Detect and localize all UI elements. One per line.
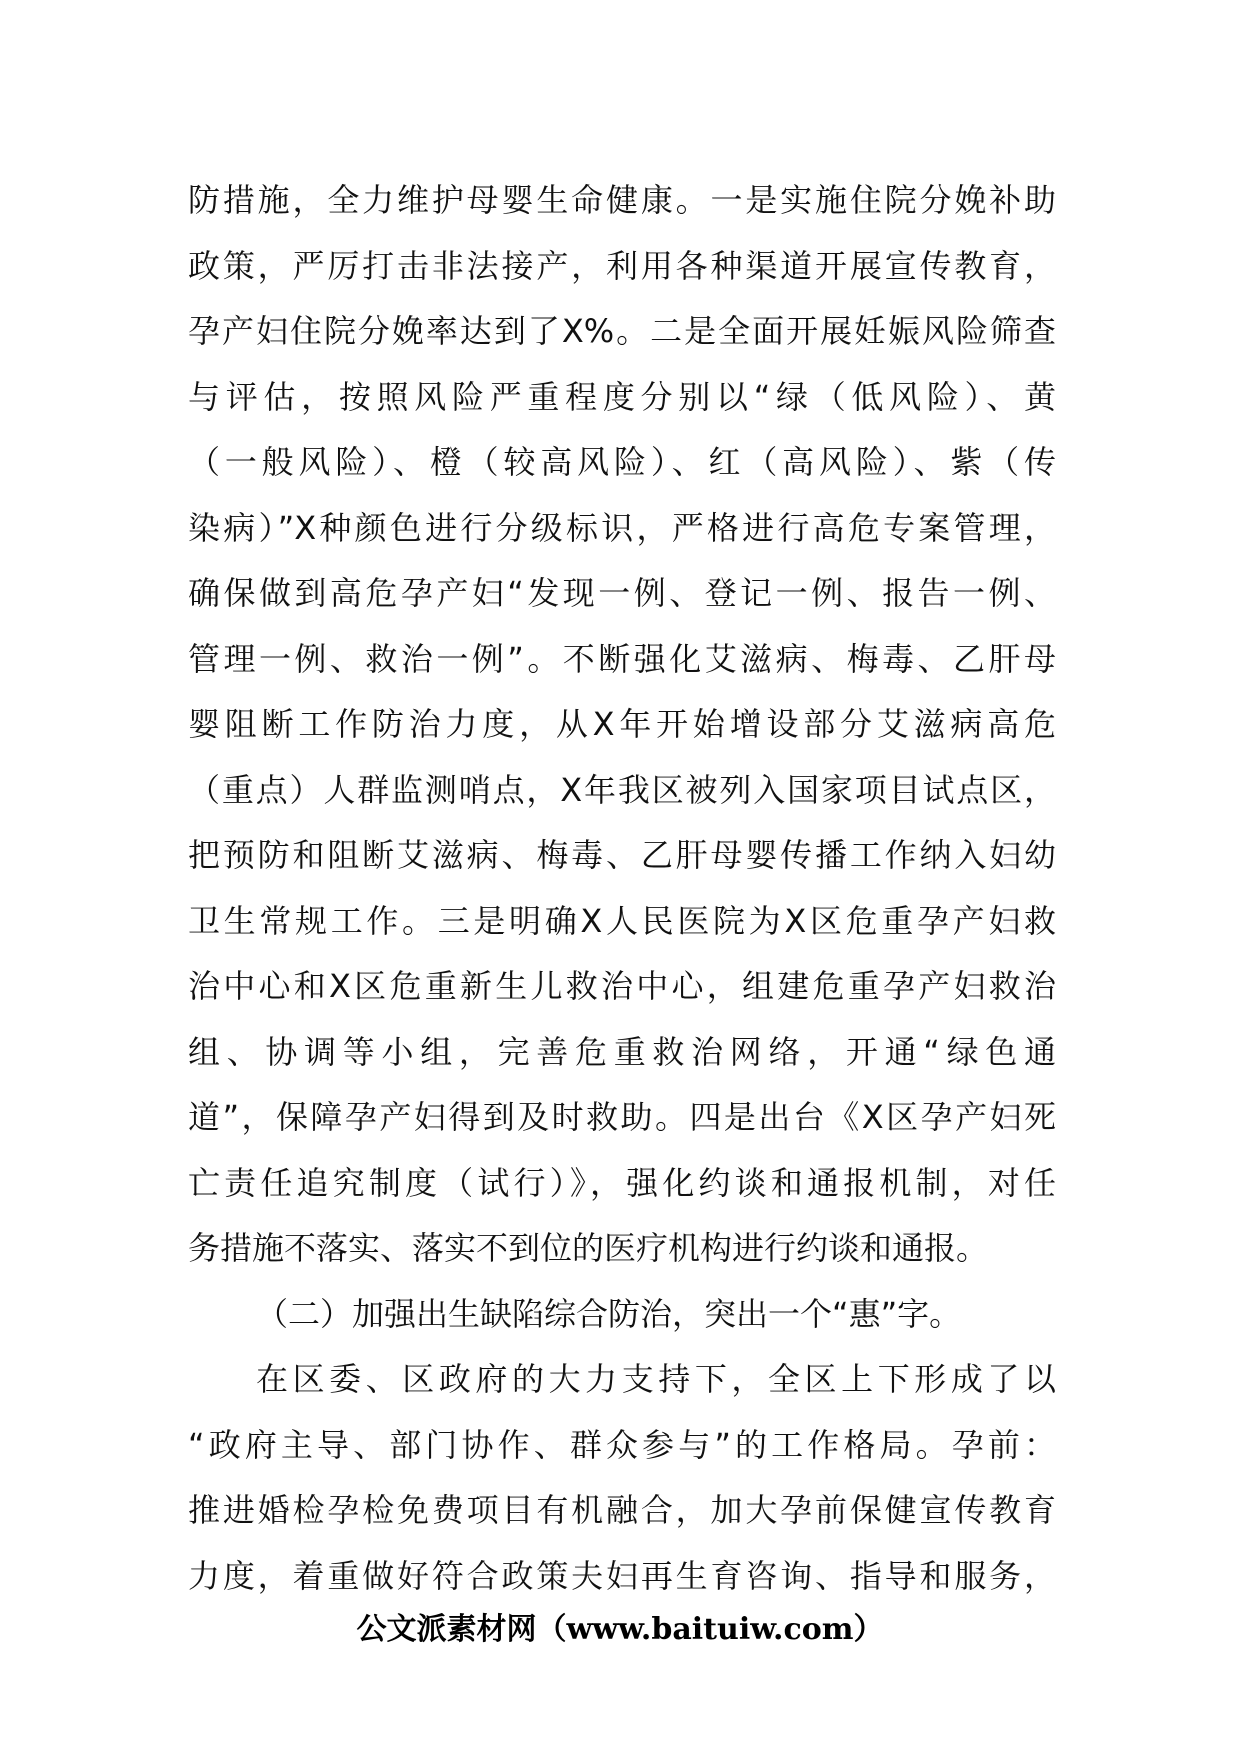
- document-body: [188, 168, 1056, 1609]
- text-line: 卫生常规工作。三是明确X人民医院为X区危重孕产妇救: [188, 901, 1056, 940]
- text-line: 孕产妇住院分娩率达到了X%。二是全面开展妊娠风险筛查: [188, 312, 1056, 350]
- text-line: （一般风险）、橙（较高风险）、红（高风险）、紫（传: [188, 443, 1056, 481]
- text-line: 婴阻断工作防治力度，从X年开始增设部分艾滋病高危: [188, 705, 1056, 743]
- text-line: 政策，严厉打击非法接产，利用各种渠道开展宣传教育，: [188, 246, 1056, 285]
- text-line: 与评估，按照风险严重程度分别以“绿（低风险）、黄: [188, 377, 1056, 416]
- text-line: “政府主导、部门协作、群众参与”的工作格局。孕前：: [188, 1425, 1056, 1464]
- text-line: 力度，着重做好符合政策夫妇再生育咨询、指导和服务，: [188, 1556, 1056, 1595]
- text-line: （重点）人群监测哨点，X年我区被列入国家项目试点区，: [188, 770, 1056, 809]
- text-line: 防措施，全力维护母婴生命健康。一是实施住院分娩补助: [188, 181, 1056, 219]
- footer-watermark: 公文派素材网（www.baituiw.com）: [356, 1612, 884, 1647]
- section-heading: （二）加强出生缺陷综合防治，突出一个“惠”字。: [256, 1294, 962, 1333]
- text-line: 管理一例、救治一例”。不断强化艾滋病、梅毒、乙肝母: [188, 639, 1056, 678]
- text-line: 道”，保障孕产妇得到及时救助。四是出台《X区孕产妇死: [188, 1098, 1056, 1136]
- text-line: 在区委、区政府的大力支持下，全区上下形成了以: [256, 1360, 1056, 1398]
- text-line: 把预防和阻断艾滋病、梅毒、乙肝母婴传播工作纳入妇幼: [188, 836, 1056, 874]
- text-line: 务措施不落实、落实不到位的医疗机构进行约谈和通报。: [188, 1229, 989, 1267]
- text-line: 治中心和X区危重新生儿救治中心，组建危重孕产妇救治: [188, 967, 1056, 1005]
- text-line: 组、协调等小组，完善危重救治网络，开通“绿色通: [188, 1032, 1056, 1071]
- text-line: 亡责任追究制度（试行）》，强化约谈和通报机制，对任: [188, 1163, 1056, 1202]
- text-line: 染病）”X种颜色进行分级标识，严格进行高危专案管理，: [188, 508, 1056, 547]
- text-line: 确保做到高危孕产妇“发现一例、登记一例、报告一例、: [188, 574, 1056, 612]
- text-line: 推进婚检孕检免费项目有机融合，加大孕前保健宣传教育: [188, 1491, 1056, 1529]
